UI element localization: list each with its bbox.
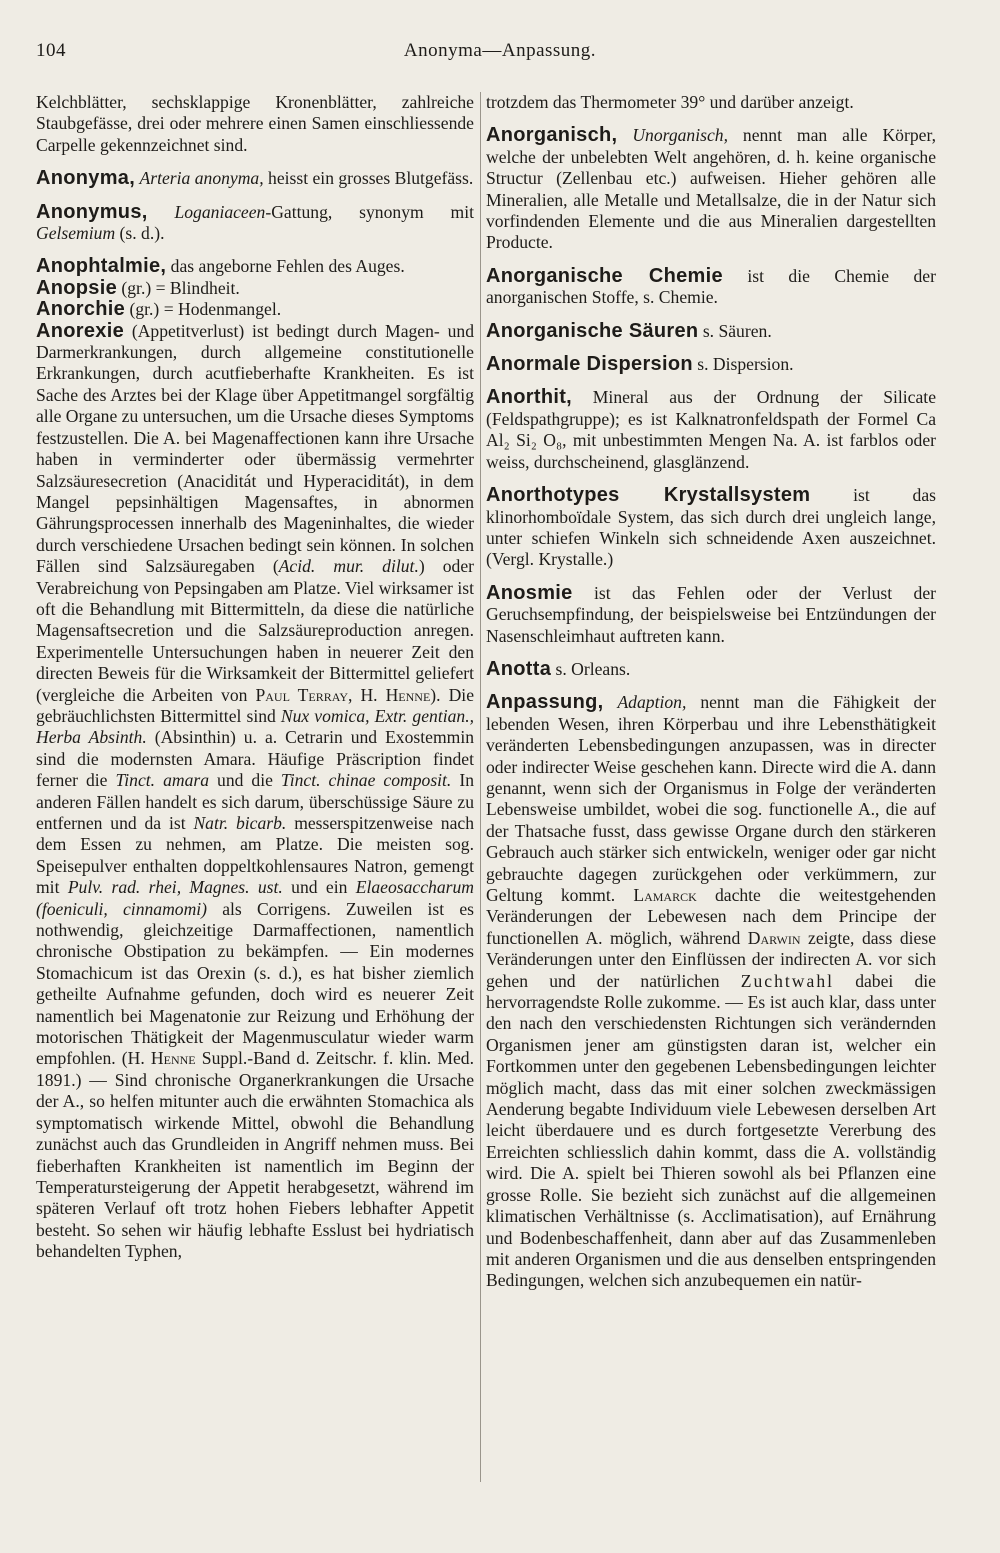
page-header: [0, 40, 1000, 70]
lemma: Anorganische Chemie: [486, 264, 723, 287]
entry-anotta: Anotta s. Orleans.: [486, 657, 631, 680]
lemma: Anonymus,: [36, 200, 148, 223]
entry-anorchie: Anorchie (gr.) = Hodenmangel.: [36, 298, 282, 321]
lemma: Anorthit,: [486, 386, 573, 409]
lemma: Anormale Dispersion: [486, 353, 693, 376]
lemma: Anorthotypes Krystallsystem: [486, 484, 811, 507]
lemma: Anonyma,: [36, 167, 136, 190]
lemma: Anorganische Säuren: [486, 319, 699, 342]
entry-anorganisch: Anorganisch, Unorganisch, nennt man alle Körper, welche der unbelebten Welt angehören, d. h. keine organische Structur (Zellenbau etc.) aufweisen. Hieher gehören alle Mineralien, alle Metalle und Metallsalze, die in der Natur sich vorfindenden Elemente und die aus Mineralien dargestellten Producte.: [486, 124, 936, 253]
lemma: Anpassung,: [486, 691, 604, 714]
lemma: Anotta: [486, 657, 552, 680]
entry-anorexie: Anorexie (Appetitverlust) ist bedingt durch Magen- und Darmerkrankungen, durch allgemeine constitutionelle Erkrankungen, durch acutfieberhafte Krankheiten. Es ist Sache des Arztes bei der Klage über Appetitmangel sorgfältig alle Organe zu untersuchen, um die Ursache dieses Symptoms festzustellen. Die A. bei Magenaffectionen kann ihre Ursache haben in verminderter oder übermässig vermehrter Salzsäuresecretion (Anaciditát und Hyperaciditát), in dem Mangel pepsinhältigen Magensaftes, in abnormen Gährungsprocessen innerhalb des Mageninhaltes, die wieder durch verschiedene Ursachen bedingt sein können. In solchen Fällen sind Salzsäuregaben (Acid. mur. dilut.) oder Verabreichung von Pepsingaben am Platze. Viel wirksamer ist oft die Behandlung mit Bittermitteln, da diese die natürliche Magensaftsecretion und die Salzsäureproduction anregen. Experimentelle Untersuchungen haben in neuerer Zeit den directen Beweis für die Wirksamkeit der Bittermittel geliefert (vergleiche die Arbeiten von Paul Terray, H. Henne). Die gebräuchlichsten Bittermittel sind Nux vomica, Extr. gentian., Herba Absinth. (Absinthin) u. a. Cetrarin und Exostemmin sind die modernsten Amara. Häufige Präscription findet ferner die Tinct. amara und die Tinct. chinae composit. In anderen Fällen handelt es sich darum, überschüssige Säure zu entfernen und da ist Natr. bicarb. messerspitzenweise nach dem Essen zu nehmen, am Platze. Die meisten sog. Speisepulver enthalten doppeltkohlensaures Natron, gemengt mit Pulv. rad. rhei, Magnes. ust. und ein Elaeosaccharum (foeniculi, cinnamomi) als Corrigens. Zuweilen ist es nothwendig, gleichzeitige Darmaffectionen, namentlich chronische Obstipation zu bekämpfen. — Ein modernes Stomachicum ist das Orexin (s. d.), es hat bisher ziemlich getheilte Aufnahme gefunden, doch wird es neuerer Zeit namentlich bei Magenatonie zur Reizung und Erhöhung der motorischen Thätigkeit der Magenmusculatur wieder warm empfohlen. (H. Henne Suppl.-Band d. Zeitschr. f. klin. Med. 1891.) — Sind chronische Organerkrankungen die Ursache der A., so helfen mitunter auch die erwähnten Stomachica als symptomatisch wirkende Mittel, obwohl die Behandlung zunächst auch das Grundleiden in Angriff nehmen muss. Bei fieberhaften Krankheiten ist namentlich im Beginn der Temperatursteigerung der Appetit herabgesetzt, während im späteren Verlauf oft trotz hohen Fiebers lebhafter Appetit besteht. So sehen wir häufig lebhafte Esslust bei hydriatisch behandelten Typhen,: [36, 319, 474, 1262]
entry-anonymus: Anonymus, Loganiaceen-Gattung, synonym mit Gelsemium (s. d.).: [36, 200, 474, 244]
entry-anorganische-chemie: Anorganische Chemie ist die Chemie der anorganischen Stoffe, s. Chemie.: [486, 264, 936, 308]
lemma: Anophtalmie,: [36, 255, 167, 278]
entry-anormale-dispersion: Anormale Dispersion s. Dispersion.: [486, 353, 794, 376]
lemma: Anosmie: [486, 581, 573, 604]
left-column: [36, 92, 474, 1512]
entry-anosmie: Anosmie ist das Fehlen oder der Verlust der Geruchsempfindung, der beispielsweise bei Entzündungen der Nasenschleimhaut auftreten kann.: [486, 581, 936, 646]
entry-anorthotypes: Anorthotypes Krystallsystem ist das klinorhomboïdale System, das sich durch drei ungleich lange, unter schiefen Winkeln sich schneidende Axen auszeichnet. (Vergl. Krystalle.): [486, 484, 936, 570]
entry-anorganische-saeuren: Anorganische Säuren s. Säuren.: [486, 319, 772, 342]
column-divider: [480, 92, 481, 1482]
right-column: [486, 92, 936, 1512]
lemma: Anorchie: [36, 298, 126, 321]
lemma: Anorexie: [36, 319, 124, 342]
entry-anpassung: Anpassung, Adaption, nennt man die Fähigkeit der lebenden Wesen, ihren Körperbau und ihre Lebensthätigkeit veränderten Lebensbedingungen anzupassen, was in directer oder indirecter Weise geschehen kann. Directe wird die A. dann genannt, wenn sich der Organismus in Folge der veränderten Lebensweise umbildet, wobei die sog. functionelle A., die auf der Thatsache fusst, dass gewisse Organe durch den stärkeren Gebrauch auch stärker sich entwickeln, weniger oder gar nicht gebrauchte dagegen zurückgehen oder verkümmern, zur Geltung kommt. Lamarck dachte die weitestgehenden Veränderungen der Lebewesen nach dem Principe der functionellen A. möglich, während Darwin zeigte, dass diese Veränderungen unter den Einflüssen der indirecten A. vor sich gehen und der natürlichen Zuchtwahl dabei die hervorragendste Rolle zukomme. — Es ist auch klar, dass unter den nach den verschiedensten Richtungen sich verändernden Organismen jener am günstigsten daran ist, welcher ein Fortkommen unter den gegebenen Lebensbedingungen leichter möglich macht, dass das mit einer solchen zweckmässigen Aenderung begabte Individuum viele Lebewesen derselben Art leicht überdauere und es durch fortgesetzte Vererbung des Erreichten schliesslich dahin kommt, dass die A. vollständig wird. Die A. spielt bei Thieren sowohl als bei Pflanzen eine grosse Rolle. Sie bezieht sich zunächst auf die allgemeinen klimatischen Verhältnisse (s. Acclimatisation), auf Ernährung und Bodenbeschaffenheit, dann aber auf das Zusammenleben mit anderen Organismen und die aus denselben entspringenden Bedingungen, welchen sich anzubequemen ein natür-: [486, 691, 936, 1291]
continuation-text: Kelchblätter, sechsklappige Kronenblätter, zahlreiche Staubgefässe, drei oder mehrere einen Samen einschliessende Carpelle gekennzeichnet sind.: [36, 92, 474, 155]
entry-anonyma: Anonyma, Arteria anonyma, heisst ein grosses Blutgefäss.: [36, 167, 474, 190]
running-title: Anonyma—Anpassung.: [403, 40, 597, 61]
entry-anorthit: Anorthit, Mineral aus der Ordnung der Silicate (Feldspathgruppe); es ist Kalknatronfeldspath der Formel Ca Al₂ Si₂ O₈, mit unbestimmten Mengen Na. A. ist farblos oder weiss, durchscheinend, glasglänzend.: [486, 386, 936, 472]
continuation-text: trotzdem das Thermometer 39° und darüber anzeigt.: [486, 92, 854, 112]
page-number: 104: [36, 40, 66, 61]
lemma: Anorganisch,: [486, 124, 618, 147]
lemma: Anopsie: [36, 276, 117, 299]
entry-anophtalmie: Anophtalmie, das angeborne Fehlen des Auges.: [36, 255, 405, 278]
entry-anopsie: Anopsie (gr.) = Blindheit.: [36, 276, 240, 299]
